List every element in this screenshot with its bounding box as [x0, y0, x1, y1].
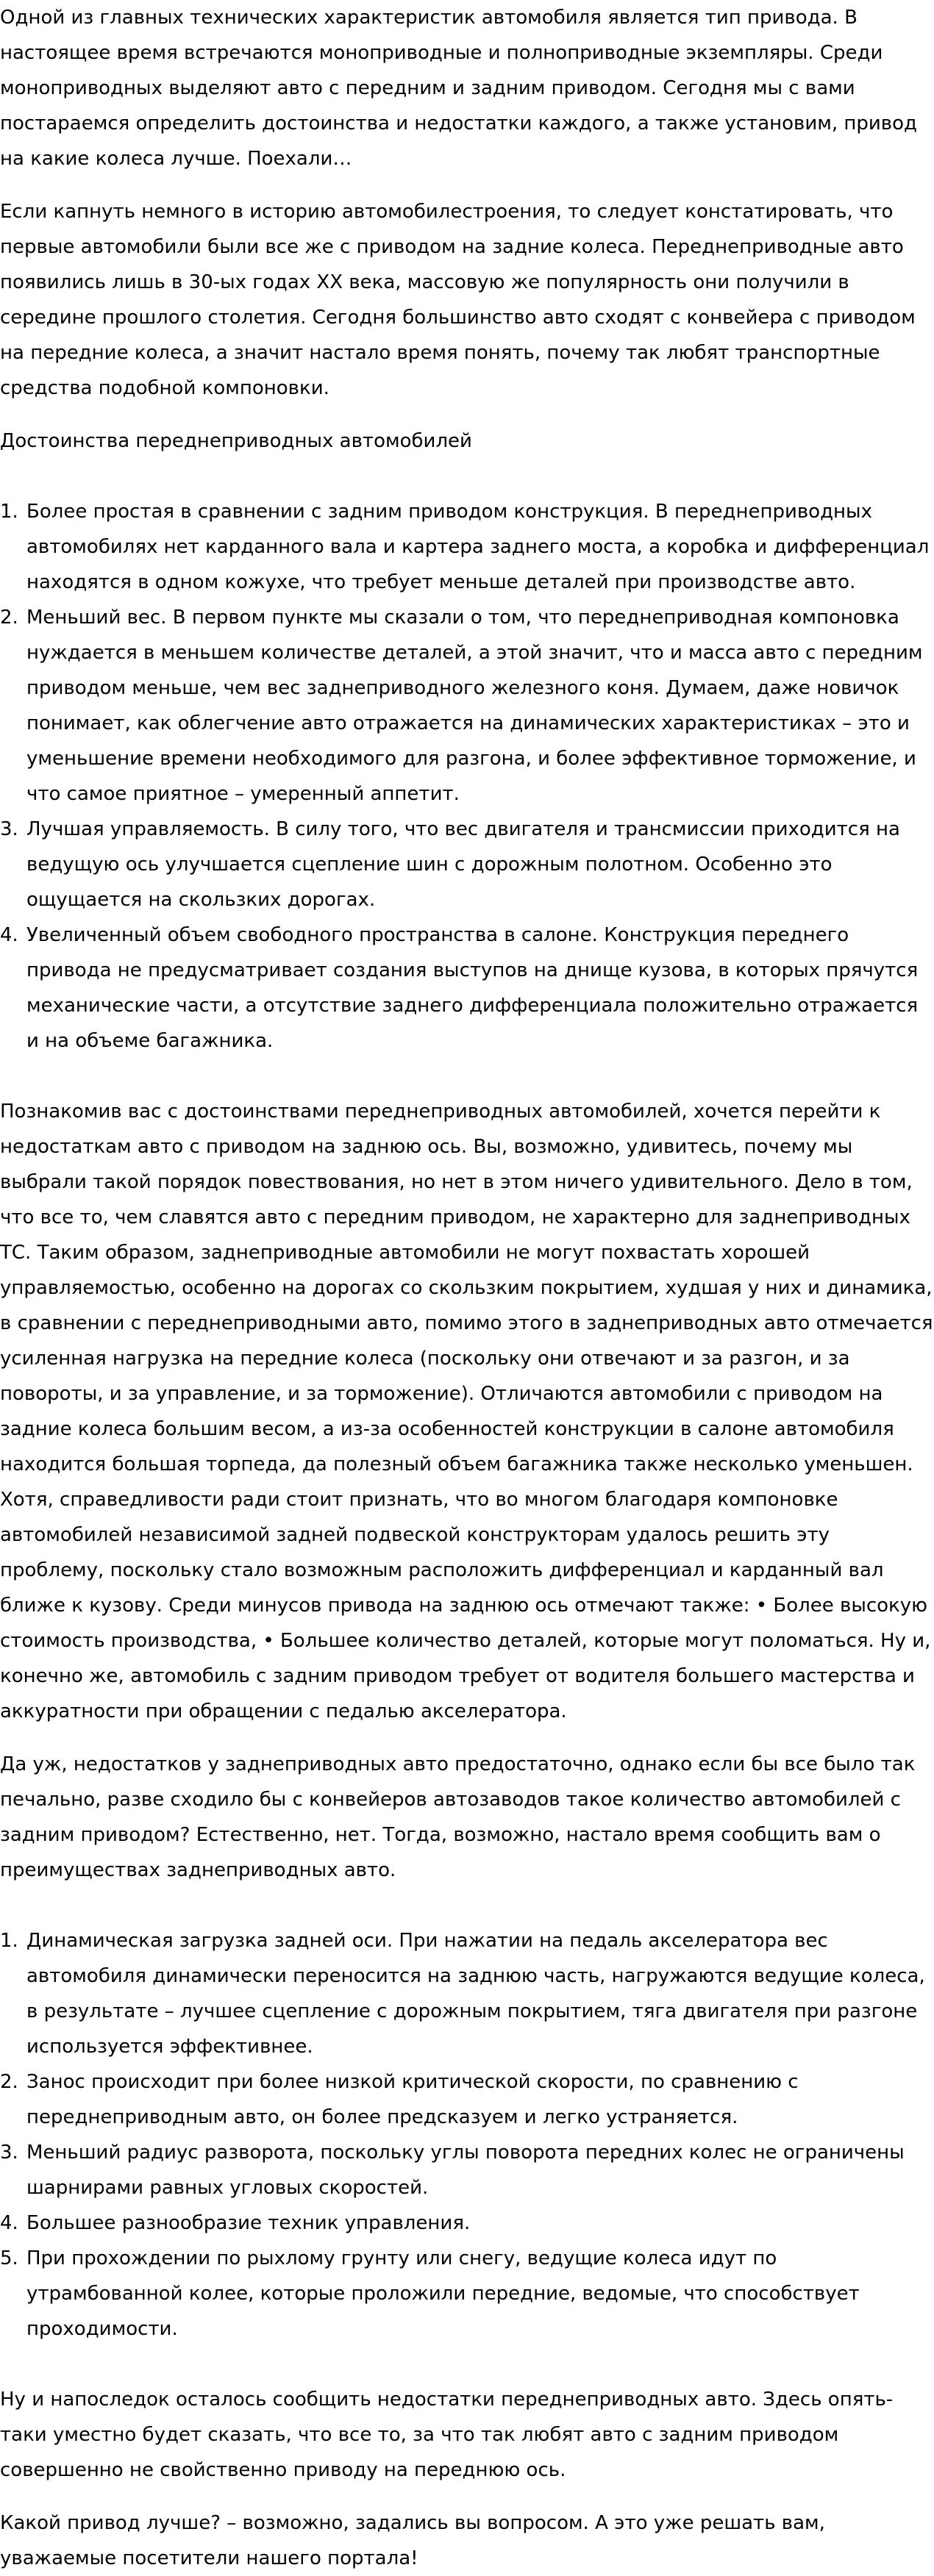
history-paragraph: Если капнуть немного в историю автомобилестроения, то следует констатировать, что первые автомобили были все же с приводом на задние колеса. Переднеприводные авто появились лишь в 30-ых годах XX века, массовую же популярность они получили в середине прошлого столетия. Сегодня большинство авто сходят с конвейера с приводом на передние колеса, а значит настало время понять, почему так любят транспортные средства подобной компоновки.: [0, 201, 916, 399]
fwd-drawbacks-paragraph: Ну и напоследок осталось сообщить недостатки переднеприводных авто. Здесь опять-таки уместно будет сказать, что все то, за что так любят авто с задним приводом совершенно не свойственно приводу на переднюю ось.: [0, 2389, 894, 2481]
list-item: Меньший радиус разворота, поскольку углы поворота передних колес не ограничены шарнирами равных угловых скоростей.: [26, 2142, 905, 2199]
list-item: Динамическая загрузка задней оси. При нажатии на педаль акселератора вес автомобиля динамически переносится на заднюю часть, нагружаются ведущие колеса, в результате – лучшее сцепление с дорожным покрытием, тяга двигателя при разгоне используется эффективнее.: [26, 1930, 925, 2058]
fwd-advantages-heading: Достоинства переднеприводных автомобилей: [0, 430, 472, 452]
fwd-advantages-list: [0, 494, 934, 1059]
list-item: Меньший вес. В первом пункте мы сказали о том, что переднеприводная компоновка нуждается в меньшем количестве деталей, а этой значит, что и масса авто с передним приводом меньше, чем вес заднеприводного железного коня. Думаем, даже новичок понимает, как облегчение авто отражается на динамических характеристиках – это и уменьшение времени необходимого для разгона, и более эффективное торможение, и что самое приятное – умеренный аппетит.: [26, 607, 923, 805]
list-item: Увеличенный объем свободного пространства в салоне. Конструкция переднего привода не предусматривает создания выступов на днище кузова, в которых прячутся механические части, а отсутствие заднего дифференциала положительно отражается и на объеме багажника.: [26, 924, 919, 1052]
list-item: Лучшая управляемость. В силу того, что вес двигателя и трансмиссии приходится на ведущую ось улучшается сцепление шин с дорожным полотном. Особенно это ощущается на скользких дорогах.: [26, 818, 900, 911]
list-item: Занос происходит при более низкой критической скорости, по сравнению с переднеприводным авто, он более предсказуем и легко устраняется.: [26, 2071, 799, 2128]
list-item: Большее разнообразие техник управления.: [26, 2212, 471, 2234]
rwd-advantages-list: [0, 1923, 934, 2347]
transition-paragraph: Да уж, недостатков у заднеприводных авто предостаточно, однако если бы все было так печально, разве сходило бы с конвейеров автозаводов такое количество автомобилей с задним приводом? Естественно, нет. Тогда, возможно, настало время сообщить вам о преимуществах заднеприводных авто.: [0, 1753, 916, 1881]
list-item: При прохождении по рыхлому грунту или снегу, ведущие колеса идут по утрамбованной колее, которые проложили передние, ведомые, что способствует проходимости.: [26, 2247, 860, 2340]
closing-paragraph: Какой привод лучше? – возможно, задались вы вопросом. А это уже решать вам, уважаемые посетители нашего портала!: [0, 2512, 825, 2569]
intro-paragraph: Одной из главных технических характеристик автомобиля является тип привода. В настоящее время встречаются моноприводные и полноприводные экземпляры. Среди моноприводных выделяют авто с передним и задним приводом. Сегодня мы с вами постараемся определить достоинства и недостатки каждого, а также установим, привод на какие колеса лучше. Поехали…: [0, 7, 918, 170]
rwd-drawbacks-paragraph: Познакомив вас с достоинствами переднеприводных автомобилей, хочется перейти к недостаткам авто с приводом на заднюю ось. Вы, возможно, удивитесь, почему мы выбрали такой порядок повествования, но нет в этом ничего удивительного. Дело в том, что все то, чем славятся авто с передним приводом, не характерно для заднеприводных ТС. Таким образом, заднеприводные автомобили не могут похвастать хорошей управляемостью, особенно на дорогах со скользким покрытием, худшая у них и динамика, в сравнении с переднеприводными авто, помимо этого в заднеприводных авто отмечается усиленная нагрузка на передние колеса (поскольку они отвечают и за разгон, и за повороты, и за управление, и за торможение). Отличаются автомобили с приводом на задние колеса большим весом, а из-за особенностей конструкции в салоне автомобиля находится большая торпеда, да полезный объем багажника также несколько уменьшен. Хотя, справедливости ради стоит признать, что во многом благодаря компоновке автомобилей независимой задней подвеской конструкторам удалось решить эту проблему, поскольку стало возможным расположить дифференциал и карданный вал ближе к кузову. Среди минусов привода на заднюю ось отмечают также: • Более высокую стоимость производства, • Большее количество деталей, которые могут поломаться. Ну и, конечно же, автомобиль с задним приводом требует от водителя большего мастерства и аккуратности при обращении с педалью акселератора.: [0, 1101, 933, 1722]
list-item: Более простая в сравнении с задним приводом конструкция. В переднеприводных автомобилях нет карданного вала и картера заднего моста, а коробка и дифференциал находятся в одном кожухе, что требует меньше деталей при производстве авто.: [26, 501, 930, 593]
